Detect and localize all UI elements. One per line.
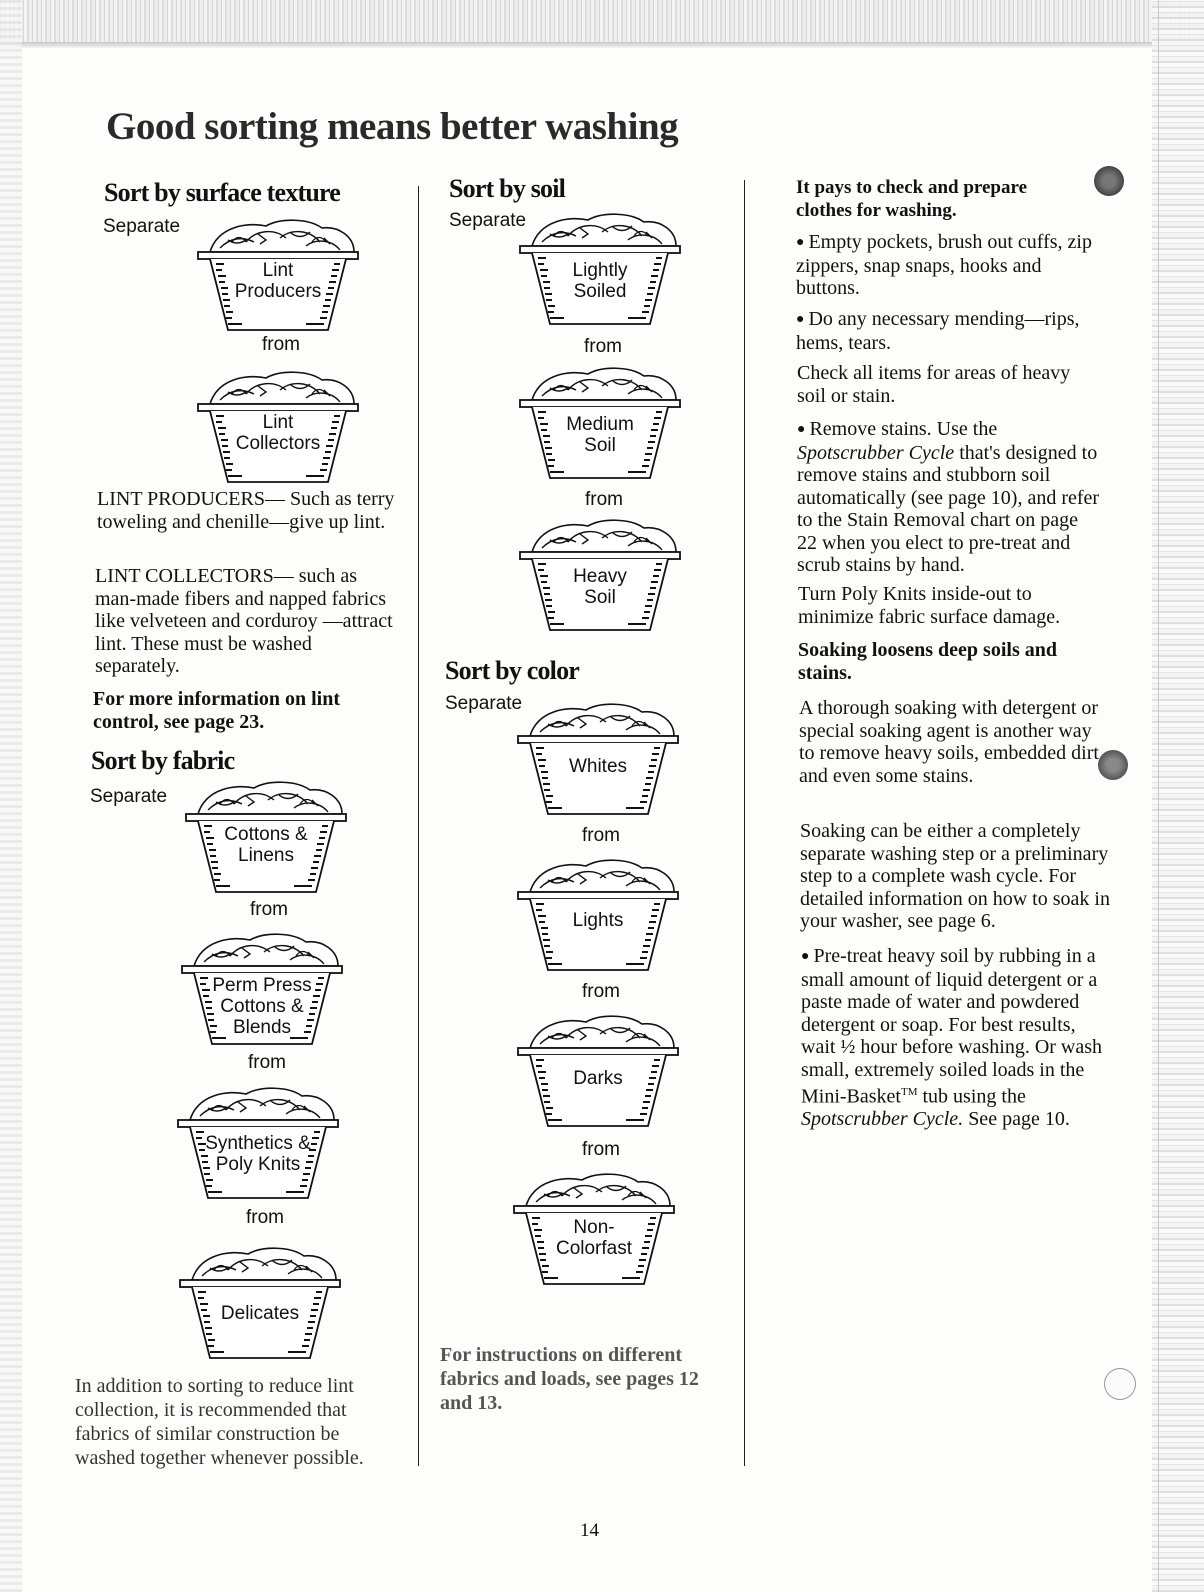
page-number: 14 [580,1520,599,1541]
check-items [797,362,1097,407]
label-separate: Separate [449,210,527,231]
label-from: from [582,1139,620,1160]
label-from: from [582,825,620,846]
basket-lightly-soiled [510,206,690,326]
basket-label-line1: Medium [566,414,634,435]
basket-label-line1: Perm Press [212,975,312,996]
bullet-remove-stains [797,418,1102,577]
bullet-icon: ● [801,949,810,964]
basket-non-colorfast [504,1166,684,1286]
heading-sort-by-soil: Sort by soil [449,174,566,203]
basket-label-line2: Soil [584,587,616,608]
basket-synthetics-poly-knits [168,1080,348,1200]
bullet-mending [796,308,1096,354]
check-items-text: Check all items for areas of heavy soil or stain. [797,362,1071,407]
bullet-text: Empty pockets, brush out cuffs, zip zippers, snap snaps, hooks and buttons. [796,231,1092,299]
label-from: from [250,899,288,920]
basket-label-line1: Lint [262,260,294,281]
label-separate: Separate [103,216,181,237]
basket-label-line3: Blends [232,1017,292,1038]
label-from: from [248,1052,286,1073]
binder-hole-3 [1104,1368,1136,1400]
soak-paragraph-2-text: Soaking can be either a completely separate washing step or a preliminary step to a complete wash cycle. For detailed information on how to soak in your washer, see page 6. [800,820,1110,932]
lint-more-info-text: For more information on lint control, see page 23. [93,688,341,733]
basket-label-line1: Darks [573,1068,623,1089]
basket-lint-collectors [188,364,368,484]
basket-label-line2: Colorfast [555,1238,633,1259]
basket-perm-press [172,926,352,1046]
basket-label-line1: Lint [262,412,294,433]
basket-label-line1: Whites [568,756,628,777]
column-divider-2 [744,180,745,1466]
label-from: from [585,489,623,510]
basket-lint-producers [188,212,368,332]
scan-border-left [0,0,22,1592]
bullet-text: Do any necessary mending—rips, hems, tears. [796,308,1080,354]
label-from: from [584,336,622,357]
scan-border-right [1152,0,1204,1592]
label-from: from [246,1207,284,1228]
basket-label-line2: Collectors [235,433,321,454]
instructions-note-text: For instructions on different fabrics and loads, see pages 12 and 13. [440,1344,699,1414]
lint-more-info [93,688,393,733]
basket-whites [508,696,688,816]
basket-label-line2: Soiled [573,281,627,302]
basket-label-line1: Delicates [220,1303,300,1324]
basket-medium-soil [510,360,690,480]
instructions-note [440,1343,710,1415]
heading-sort-by-color: Sort by color [445,656,580,685]
soak-paragraph-1 [799,697,1099,787]
trademark-mark: TM [901,1086,918,1098]
soak-paragraph-2 [800,820,1110,933]
basket-label-line1: Cottons & [224,824,308,845]
poly-knits-tip-text: Turn Poly Knits inside-out to minimize fabric surface damage. [798,583,1061,628]
page-edge [1158,0,1159,1592]
basket-label-line1: Lightly [572,260,628,281]
label-separate: Separate [445,693,523,714]
bottom-note-text: In addition to sorting to reduce lint collection, it is recommended that fabrics of similar construction be washed together whenever possible. [75,1375,364,1469]
soak-paragraph-1-text: A thorough soaking with detergent or special soaking agent is another way to remove heavy soils, embedded dirt and even some stains. [799,697,1099,787]
bullet-empty-pockets [796,231,1096,300]
basket-label-line1: Non- [573,1217,615,1238]
basket-icon [170,1240,350,1360]
basket-darks [508,1008,688,1128]
lint-producers-body: Such as terry toweling and chenille—give up lint. [97,488,395,533]
bullet-text-end: See page 10. [963,1108,1070,1131]
basket-cottons-linens [176,774,356,894]
basket-label-line2: Poly Knits [215,1154,301,1175]
binder-hole-2 [1098,750,1128,780]
bullet-text-mid: tub using the [917,1085,1026,1108]
basket-label-line2: Cottons & [220,996,304,1017]
basket-label-line2: Linens [238,845,294,866]
heading-sort-by-fabric: Sort by fabric [91,746,235,775]
lint-collectors-title: LINT COLLECTORS— [95,565,294,587]
column-divider-1 [418,186,419,1466]
label-separate: Separate [90,786,168,807]
bullet-icon: ● [797,422,806,437]
basket-lights [508,852,688,972]
bottom-note [75,1374,385,1470]
page-title: Good sorting means better washing [106,105,679,148]
lint-collectors-paragraph [95,565,395,678]
basket-label-line2: Producers [234,281,322,302]
basket-label-line2: Soil [584,435,616,456]
prep-intro-text: It pays to check and prepare clothes for washing. [796,177,1028,221]
bullet-text: Remove stains. Use the [809,418,998,440]
bullet-icon: ● [796,235,805,250]
basket-heavy-soil [510,512,690,632]
basket-label-line1: Heavy [573,566,627,587]
bullet-text: Pre-treat heavy soil by rubbing in a small amount of liquid detergent or a paste made of water and powdered detergent or soap. For best results, wait ½ hour before washing. Or wash small, extremely soiled loads in the Mini-Basket [801,945,1103,1108]
soak-heading [798,639,1088,684]
soak-heading-text: Soaking loosens deep soils and stains. [798,639,1057,684]
spotscrubber-cycle-term: Spotscrubber Cycle. [801,1108,964,1131]
basket-label-line1: Synthetics & [205,1133,311,1154]
basket-delicates [170,1240,350,1360]
heading-sort-by-surface-texture: Sort by surface texture [104,178,341,207]
binder-hole-1 [1094,166,1124,196]
lint-producers-title: LINT PRODUCERS— [97,488,285,510]
label-from: from [582,981,620,1002]
spotscrubber-cycle-term: Spotscrubber Cycle [797,441,955,464]
basket-label-line1: Lights [572,910,624,931]
bullet-pretreat [801,945,1111,1131]
bullet-text-rest: that's designed to remove stains and stubborn soil automatically (see page 10), and refer to the Stain Removal chart on page 22 when you elect to pre-treat and scrub stains by hand. [797,441,1100,576]
bullet-icon: ● [796,312,805,327]
prep-intro [796,177,1081,222]
lint-collectors-body: such as man-made fibers and napped fabrics like velveteen and corduroy —attract lint. These must be washed separately. [95,565,393,677]
lint-producers-paragraph [97,488,397,533]
label-from: from [262,334,300,355]
scan-border-top [0,0,1204,48]
poly-knits-tip [798,583,1088,628]
